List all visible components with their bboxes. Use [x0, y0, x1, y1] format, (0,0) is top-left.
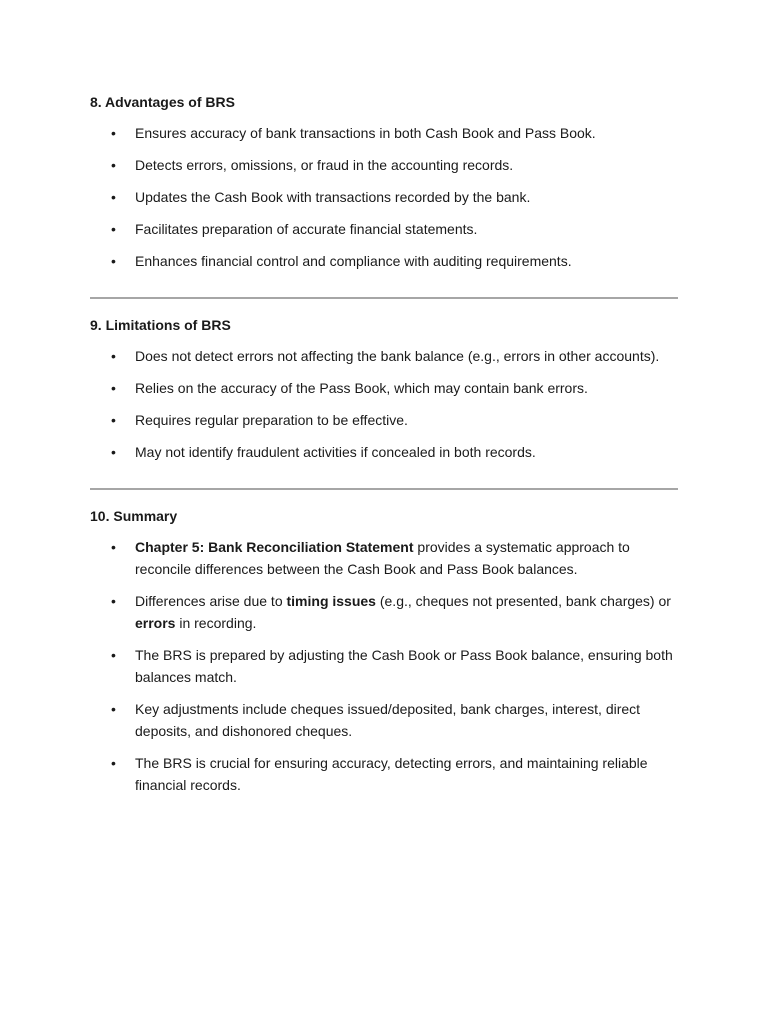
emphasis-text: errors	[135, 614, 176, 631]
list-item	[90, 699, 678, 742]
bullet-icon: •	[111, 539, 116, 555]
advantages-list	[90, 123, 678, 273]
bullet-icon: •	[111, 593, 116, 609]
list-item-text: Requires regular preparation to be effective.	[135, 411, 408, 428]
emphasis-text: timing issues	[286, 593, 376, 609]
section-heading-summary: 10. Summary	[90, 508, 178, 524]
bullet-icon: •	[111, 379, 116, 396]
bullet-icon: •	[111, 443, 116, 460]
list-item	[90, 155, 678, 177]
section-divider	[90, 297, 678, 299]
summary-list	[90, 537, 678, 796]
bullet-icon: •	[111, 157, 116, 173]
bullet-icon: •	[111, 347, 116, 364]
list-item-text: Detects errors, omissions, or fraud in the accounting records.	[135, 157, 514, 173]
emphasis-text: Chapter 5: Bank Reconciliation Statement	[135, 539, 414, 555]
list-item-text	[135, 539, 630, 577]
bullet-icon: •	[111, 411, 116, 428]
bullet-icon: •	[111, 755, 116, 771]
bullet-icon: •	[111, 253, 116, 269]
list-item	[90, 442, 678, 464]
text-fragment: (e.g., cheques not presented, bank charges) or	[375, 593, 671, 609]
list-item-text: Facilitates preparation of accurate financial statements.	[135, 221, 478, 237]
list-item-text: May not identify fraudulent activities if concealed in both records.	[135, 443, 536, 460]
list-item-text: The BRS is prepared by adjusting the Cash Book or Pass Book balance, ensuring both balances match.	[135, 647, 673, 685]
list-item-text: Enhances financial control and compliance with auditing requirements.	[135, 253, 572, 269]
list-item	[90, 187, 678, 209]
text-fragment: in recording.	[175, 614, 257, 631]
list-item-text: Updates the Cash Book with transactions recorded by the bank.	[135, 189, 531, 205]
list-item-text: Does not detect errors not affecting the bank balance (e.g., errors in other accounts).	[135, 347, 660, 364]
list-item-text: Key adjustments include cheques issued/deposited, bank charges, interest, direct deposits, and dishonored cheques.	[135, 701, 641, 739]
limitations-list	[90, 346, 678, 464]
list-item	[90, 123, 678, 145]
list-item-text: Relies on the accuracy of the Pass Book, which may contain bank errors.	[135, 379, 588, 396]
list-item	[90, 346, 678, 368]
list-item	[90, 591, 678, 634]
bullet-icon: •	[111, 189, 116, 205]
list-item-text: The BRS is crucial for ensuring accuracy, detecting errors, and maintaining reliable financial records.	[135, 755, 648, 793]
list-item-text-rest: provides a systematic approach to reconcile differences between the Cash Book and Pass Book balances.	[135, 539, 630, 577]
list-item	[90, 645, 678, 688]
bullet-icon: •	[111, 125, 116, 141]
list-item	[90, 537, 678, 580]
list-item	[90, 378, 678, 400]
text-fragment: Differences arise due to	[135, 593, 287, 609]
list-item	[90, 410, 678, 432]
list-item-text: Ensures accuracy of bank transactions in both Cash Book and Pass Book.	[135, 125, 596, 141]
list-item	[90, 219, 678, 241]
section-heading-advantages: 8. Advantages of BRS	[90, 94, 235, 110]
bullet-icon: •	[111, 647, 116, 663]
list-item	[90, 251, 678, 273]
list-item-text	[135, 593, 671, 631]
bullet-icon: •	[111, 701, 116, 717]
section-divider	[90, 488, 678, 490]
list-item	[90, 753, 678, 796]
document-page	[90, 92, 678, 796]
section-heading-limitations: 9. Limitations of BRS	[90, 316, 231, 333]
bullet-icon: •	[111, 221, 116, 237]
